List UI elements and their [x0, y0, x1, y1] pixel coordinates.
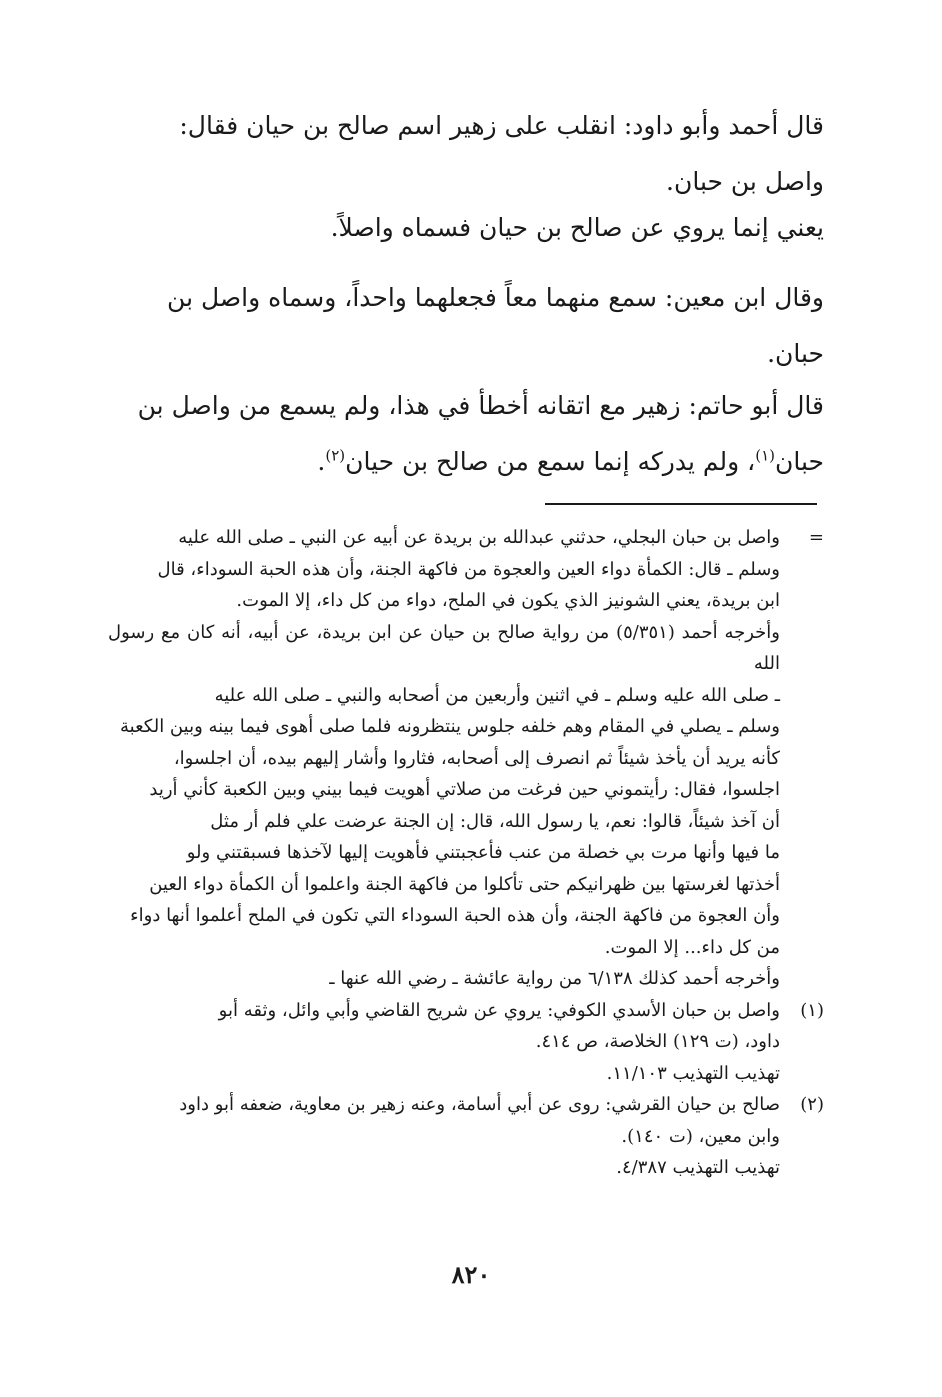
text-line: يعني إنما يروي عن صالح بن حيان فسماه واصلاً.: [330, 213, 824, 242]
footnote-line: وسلم ـ يصلي في المقام وهم خلفه جلوس ينتظرونه فلما صلى أهوى فيما بينه وبين الكعبة: [120, 716, 780, 737]
footnote-line: وأخرجه أحمد (٥/٣٥١) من رواية صالح بن حيان عن ابن بريدة، عن أبيه، أنه كان مع رسول الله: [108, 621, 781, 674]
main-paragraph-1: [118, 98, 824, 210]
footnote-line: ابن بريدة، يعني الشونيز الذي يكون في الملح، دواء من كل داء، إلا الموت.: [236, 590, 780, 611]
footnote-separator: [545, 503, 817, 505]
footnote-line: واصل بن حبان الأسدي الكوفي: يروي عن شريح القاضي وأبي وائل، وثقه أبو: [218, 999, 780, 1021]
footnote-continuation: [108, 522, 824, 995]
footnote-line: أخذتها لغرستها بين ظهرانيكم حتى تأكلوا من فاكهة الجنة واعلموا أن الكمأة دواء العين: [149, 873, 780, 895]
footnote-line: تهذيب التهذيب ١١/١٠٣.: [606, 1062, 780, 1084]
continuation-marker: =: [808, 527, 824, 548]
footnote-line: وابن معين، (ت ١٤٠).: [621, 1125, 780, 1147]
footnote-line: كأنه يريد أن يأخذ شيئاً ثم انصرف إلى أصحابه، فثاروا وأشار إليهم بيده، أن اجلسوا،: [173, 747, 780, 769]
footnote-line: صالح بن حيان القرشي: روى عن أبي أسامة، وعنه زهير بن معاوية، ضعفه أبو داود: [179, 1094, 780, 1115]
text-line: حبان.: [767, 339, 824, 368]
footnote-line: اجلسوا، فقال: رأيتموني حين فرغت من صلاتي أهويت فيما بيني وبين الكعبة كأني أريد: [149, 779, 780, 800]
footnote-line: وأن العجوة من فاكهة الجنة، وأن هذه الحبة السوداء التي تكون في الملح أعلموا أنها دواء: [130, 905, 780, 926]
main-paragraph-2: [118, 200, 824, 256]
footnote-line: أن آخذ شيئاً، قالوا: نعم، يا رسول الله، قال: إن الجنة عرضت علي فلم أر مثل: [210, 810, 780, 832]
footnote-ref-1: (١): [755, 446, 776, 465]
text-fragment: ، ولم يدركه إنما سمع من صالح بن حيان: [345, 447, 756, 476]
footnotes: [108, 522, 824, 1184]
footnote-line: واصل بن حبان البجلي، حدثني عبدالله بن بريدة عن أبيه عن النبي ـ صلى الله عليه: [178, 527, 780, 548]
footnote-2: [108, 1089, 824, 1184]
footnote-line: داود، (ت ١٢٩) الخلاصة، ص ٤١٤.: [535, 1031, 780, 1052]
text-line: وقال ابن معين: سمع منهما معاً فجعلهما واحداً، وسماه واصل بن: [167, 283, 824, 312]
footnote-line: ـ صلى الله عليه وسلم ـ في اثنين وأربعين من أصحابه والنبي ـ صلى الله عليه: [214, 684, 780, 706]
main-paragraph-3: [118, 270, 824, 382]
text-fragment: حبان: [775, 447, 824, 476]
footnote-1: [108, 995, 824, 1090]
footnote-line: من كل داء... إلا الموت.: [604, 936, 780, 958]
text-line: قال أبو حاتم: زهير مع اتقانه أخطأ في هذا، ولم يسمع من واصل بن: [137, 391, 824, 420]
footnote-marker: (١): [800, 999, 824, 1021]
footnote-line: وسلم ـ قال: الكمأة دواء العين والعجوة من فاكهة الجنة، وأن هذه الحبة السوداء، قال: [157, 558, 780, 580]
page-number: ٨٢٠: [451, 1260, 491, 1289]
footnote-marker: (٢): [800, 1094, 824, 1115]
text-line: قال أحمد وأبو داود: انقلب على زهير اسم صالح بن حيان فقال:: [179, 111, 824, 140]
text-line: [118, 434, 824, 490]
text-line: واصل بن حبان.: [666, 167, 824, 196]
text-fragment: .: [317, 447, 326, 476]
footnote-ref-2: (٢): [325, 446, 346, 465]
footnote-line: تهذيب التهذيب ٤/٣٨٧.: [616, 1157, 780, 1178]
main-paragraph-4: [118, 378, 824, 490]
footnote-line: وأخرجه أحمد كذلك ٦/١٣٨ من رواية عائشة ـ رضي الله عنها ـ: [329, 968, 780, 989]
footnote-line: ما فيها وأنها مرت بي خصلة من عنب فأعجبتني فأهويت إليها لآخذها فسبقتني ولو: [186, 842, 780, 863]
